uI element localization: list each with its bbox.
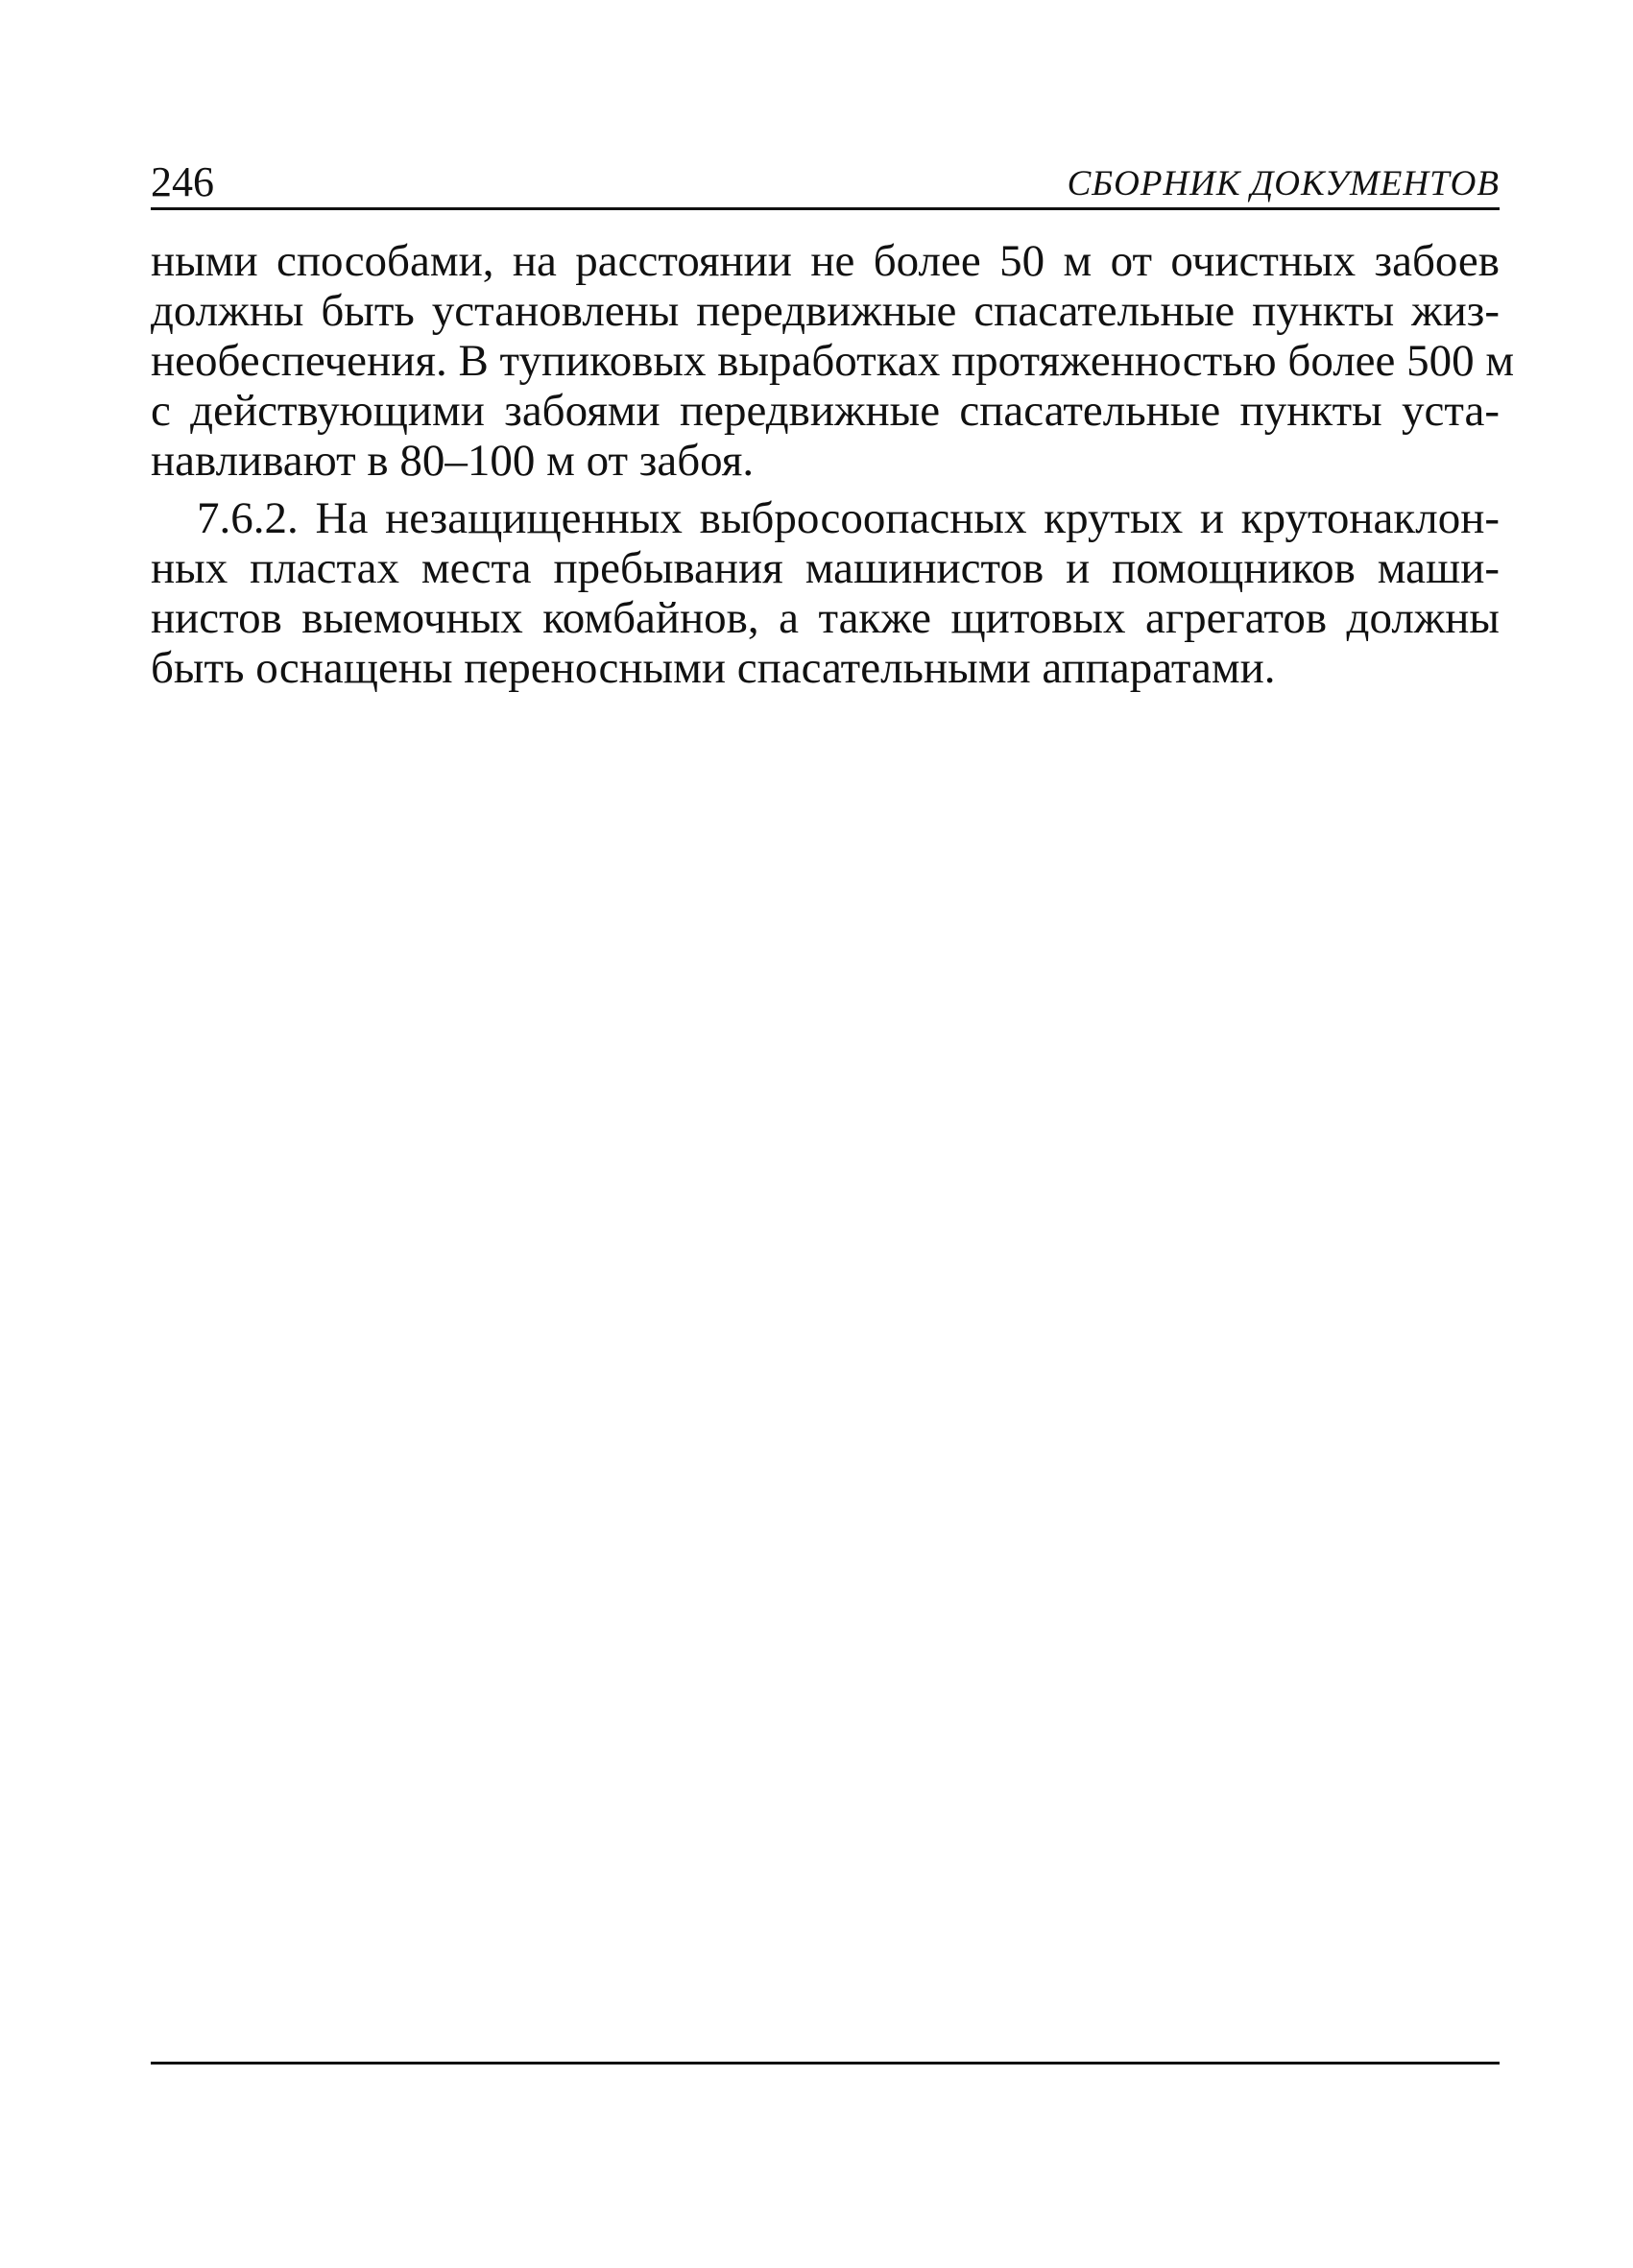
- running-header: [151, 154, 1500, 210]
- paragraph-7-6-2: [151, 493, 1500, 693]
- text-line: 7.6.2. На незащищенных выбросоопасных крутых и крутонаклон-: [197, 493, 1500, 543]
- text-line: ных пластах места пребывания машинистов и помощников маши-: [151, 543, 1500, 593]
- text-line: быть оснащены переносными спасательными аппаратами.: [151, 643, 1276, 693]
- text-line: навливают в 80–100 м от забоя.: [151, 436, 755, 486]
- running-title: СБОРНИК ДОКУМЕНТОВ: [1067, 164, 1500, 203]
- page-number: 246: [151, 158, 214, 205]
- text-line: должны быть установлены передвижные спасательные пункты жиз-: [151, 286, 1500, 336]
- text-line: с действующими забоями передвижные спасательные пункты уста-: [151, 386, 1500, 436]
- text-line: нистов выемочных комбайнов, а также щитовых агрегатов должны: [151, 593, 1500, 643]
- paragraph-continuation: [151, 236, 1515, 486]
- text-line: ными способами, на расстоянии не более 50 м от очистных забоев: [151, 236, 1500, 286]
- text-line: необеспечения. В тупиковых выработках протяженностью более 500 м: [151, 336, 1515, 386]
- bottom-rule: [151, 2062, 1500, 2065]
- body-text: [151, 236, 1515, 693]
